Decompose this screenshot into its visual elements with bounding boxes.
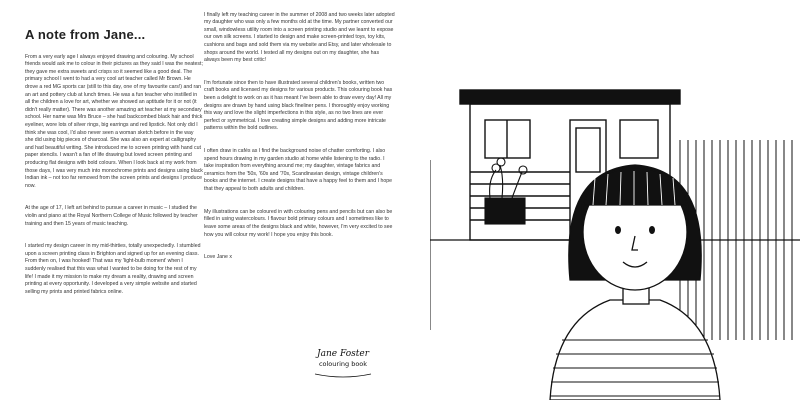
- portrait-illustration: [430, 0, 800, 400]
- text-column-left: [25, 46, 203, 312]
- signature-name: Jane Foster: [317, 349, 369, 359]
- paragraph: At the age of 17, I left art behind to pursue a career in music – I studied the violin and piano at the Royal Northern College of Music followed by teacher training and then 15 years of music teaching.: [25, 205, 198, 227]
- paragraph: My illustrations can be coloured in with colouring pens and pencils but can also be filled in using watercolours. I flavour bold primary colours and I sometimes like to leave some areas of the designs black and white, however, I'm very excited to see how you will colour my work! I hope you enjoy this book.: [204, 208, 393, 238]
- paragraph: I often draw in cafés as I find the background noise of chatter comforting. I also spend hours drawing in my garden studio at home while listening to the radio. I take inspiration from everything around me; my daughter, vintage fabrics and ceramics from the '50s, '60s and '70s, Scandinavian design, vintage children's books and the internet. I create designs that have a happy feel to them and I hope that they appeal to both adults and children.: [204, 148, 393, 193]
- signature-logo: [307, 349, 379, 389]
- page-title: A note from Jane...: [25, 27, 146, 42]
- paragraph: From a very early age I always enjoyed drawing and colouring. My school friends would ask me to colour in their pictures as they said I was the neatest; they gave me extra sweets and crisps so it seemed like a good deal. The primary school I went to had a very cool art teacher called Mr Brown. He drove a red MG sports car (still to this day, one of my favourite cars!) and ran an art and pottery club at lunch times. He was a fun teacher who instilled in all the children a love for art, whether we showed an aptitude for it or not (it didn't really matter). There was another amazing art teacher at my secondary school. Her name was Mrs Bruce – she had backcombed black hair and thick eyeliner, wore lots of silver rings, big earrings and red lipstick. Not only did I think she was cool, I'd also never seen a woman sketch before in the way she did using big pieces of charcoal. She was also an expert at calligraphy and had beautiful writing. She introduced me to screen printing with hand cut paper stencils. I wasn't a fan of life drawing but loved screen printing and producing flat designs with bold colours. When I look back at my work from those days, I was very much into monochrome prints and designs using black Indian ink – not too far removed from the screen prints and designs I produce now.: [25, 53, 203, 189]
- house-and-girl-drawing: [430, 0, 800, 400]
- signature-underline: [307, 371, 379, 381]
- signature-subtitle: colouring book: [318, 360, 368, 368]
- sign-off: Love Jane x: [204, 254, 232, 261]
- paragraph: I'm fortunate since then to have illustrated several children's books, written two craft books and licensed my designs for various products. This colouring book has been a delight to work on as it has meant I've been able to draw every day! All my designs are drawn by hand using black fineliner pens. I thoroughly enjoy working this way and love the slight imperfections in this style, as no two lines are ever perfect or symmetrical. I love creating simple designs and adding more intricate patterns within the bold outlines.: [204, 79, 393, 132]
- text-column-right: [204, 4, 395, 277]
- paragraph: I started my design career in my mid-thirties, totally unexpectedly. I stumbled upon a screen printing class in Brighton and signed up for an evening class. From then on, I was hooked! That was my 'light-bulb moment' when I suddenly realised that this was what I wanted to be doing for the rest of my life! I made it my mission to make my dream a reality, drawing and screen printing at every opportunity. I developed a very simple website and started selling my prints and printed fabrics online.: [25, 243, 201, 295]
- paragraph: I finally left my teaching career in the summer of 2008 and two weeks later adopted my daughter who was only a few months old at the time. My partner converted our small, windowless utility room into a screen printing studio and we learnt to expose our own silk screens. I started to design and make screen-printed toys, toy kits, cushions and bags and sold them via my website and Etsy, and later wholesale to shops around the world. I tested all my designs out on my daughter, she has always been my best critic!: [204, 11, 395, 64]
